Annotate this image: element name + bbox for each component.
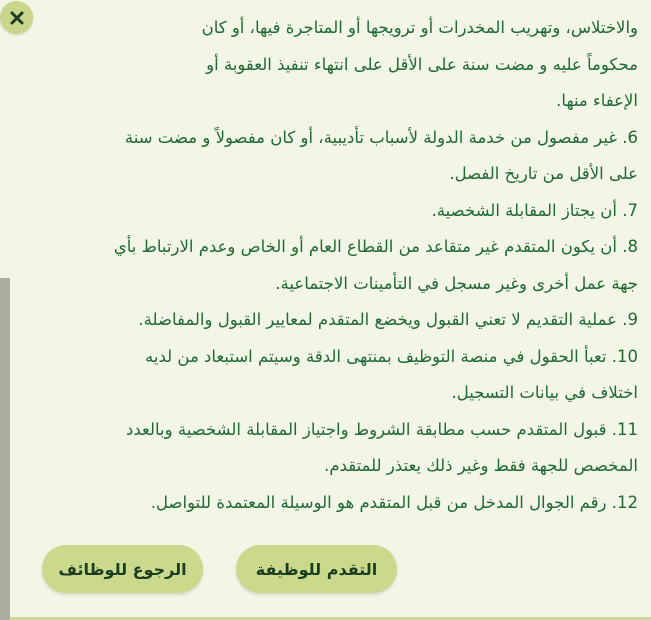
terms-item-8: 8. أن يكون المتقدم غير متقاعد من القطاع العام أو الخاص وعدم الارتباط بأي bbox=[113, 237, 638, 256]
terms-item-11: 11. قبول المتقدم حسب مطابقة الشروط واجتياز المقابلة الشخصية وبالعدد bbox=[126, 419, 638, 439]
terms-item-10: 10. تعبأ الحقول في منصة التوظيف بمنتهى الدقة وسيتم استبعاد من لديه bbox=[145, 346, 638, 366]
terms-line: والاختلاس، وتهريب المخدرات أو ترويجها أو المتاجرة فيها، أو كان bbox=[201, 18, 638, 37]
terms-line: محكوماً عليه و مضت سنة على الأقل على انتهاء تنفيذ العقوبة أو bbox=[206, 54, 638, 74]
terms-line: المخصص للجهة فقط وغير ذلك يعتذر للمتقدم. bbox=[324, 456, 638, 475]
apply-for-job-button[interactable]: التقدم للوظيفة bbox=[236, 545, 397, 593]
close-button[interactable] bbox=[0, 1, 33, 34]
terms-item-6: 6. غير مفصول من خدمة الدولة لأسباب تأديبية، أو كان مفصولاً و مضت سنة bbox=[124, 127, 638, 147]
close-icon bbox=[10, 11, 24, 25]
terms-line: على الأقل من تاريخ الفصل. bbox=[449, 164, 638, 183]
terms-line: جهة عمل أخرى وغير مسجل في التأمينات الاجتماعية. bbox=[275, 273, 638, 293]
terms-line: اختلاف في بيانات التسجيل. bbox=[451, 383, 638, 402]
terms-item-7: 7. أن يجتاز المقابلة الشخصية. bbox=[431, 200, 638, 220]
terms-line: الإعفاء منها. bbox=[556, 91, 638, 110]
terms-item-9: 9. عملية التقديم لا تعني القبول ويخضع المتقدم لمعايير القبول والمفاضلة. bbox=[138, 310, 638, 329]
back-to-jobs-button[interactable]: الرجوع للوظائف bbox=[42, 545, 203, 593]
terms-list bbox=[30, 10, 638, 521]
scrollbar[interactable] bbox=[0, 278, 10, 620]
terms-item-12: 12. رقم الجوال المدخل من قبل المتقدم هو الوسيلة المعتمدة للتواصل. bbox=[150, 492, 638, 512]
